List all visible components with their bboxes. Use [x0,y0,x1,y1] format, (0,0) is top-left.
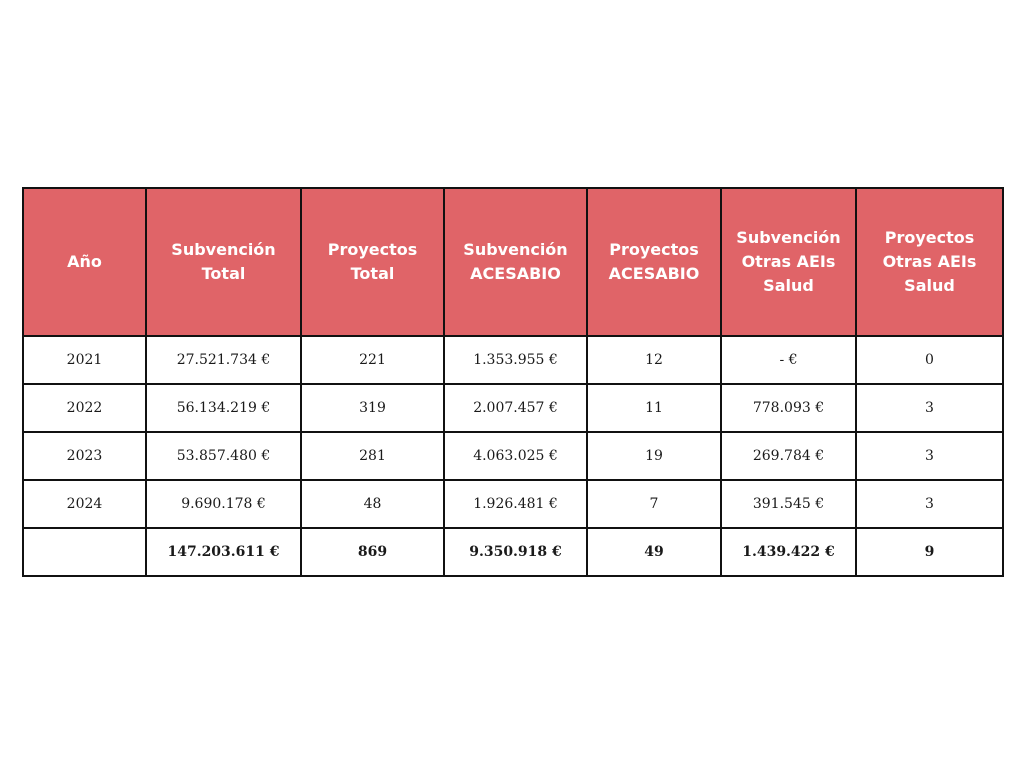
header-acesabio-grant: Subvención ACESABIO [444,188,587,336]
header-other-aeis-projects: Proyectos Otras AEIs Salud [856,188,1003,336]
totals-label-cell [23,528,146,576]
total-grant-cell: 27.521.734 € [146,336,301,384]
year-cell: 2023 [23,432,146,480]
year-cell: 2024 [23,480,146,528]
other-aeis-grant-cell: - € [721,336,856,384]
totals-row [23,528,1003,576]
other-aeis-projects-cell: 3 [856,432,1003,480]
total-projects-cell: 48 [301,480,444,528]
header-row [23,188,1003,336]
table-row [23,336,1003,384]
total-grant-cell: 56.134.219 € [146,384,301,432]
acesabio-projects-cell: 12 [587,336,721,384]
acesabio-projects-cell: 7 [587,480,721,528]
total-grant-sum-cell: 147.203.611 € [146,528,301,576]
acesabio-projects-cell: 19 [587,432,721,480]
table-row [23,480,1003,528]
header-acesabio-projects: Proyectos ACESABIO [587,188,721,336]
other-aeis-grant-cell: 269.784 € [721,432,856,480]
other-aeis-grant-cell: 391.545 € [721,480,856,528]
other-aeis-grant-cell: 778.093 € [721,384,856,432]
table-row [23,432,1003,480]
total-grant-cell: 53.857.480 € [146,432,301,480]
other-aeis-projects-cell: 3 [856,384,1003,432]
header-other-aeis-grant: Subvención Otras AEIs Salud [721,188,856,336]
total-projects-cell: 319 [301,384,444,432]
total-projects-sum-cell: 869 [301,528,444,576]
acesabio-grant-cell: 4.063.025 € [444,432,587,480]
acesabio-grant-cell: 2.007.457 € [444,384,587,432]
acesabio-projects-sum-cell: 49 [587,528,721,576]
acesabio-grant-cell: 1.353.955 € [444,336,587,384]
other-aeis-projects-cell: 0 [856,336,1003,384]
grants-table [22,187,1004,577]
total-grant-cell: 9.690.178 € [146,480,301,528]
other-aeis-projects-sum-cell: 9 [856,528,1003,576]
header-total-projects: Proyectos Total [301,188,444,336]
other-aeis-projects-cell: 3 [856,480,1003,528]
table-row [23,384,1003,432]
acesabio-grant-cell: 1.926.481 € [444,480,587,528]
acesabio-grant-sum-cell: 9.350.918 € [444,528,587,576]
total-projects-cell: 221 [301,336,444,384]
total-projects-cell: 281 [301,432,444,480]
year-cell: 2021 [23,336,146,384]
header-year: Año [23,188,146,336]
year-cell: 2022 [23,384,146,432]
other-aeis-grant-sum-cell: 1.439.422 € [721,528,856,576]
acesabio-projects-cell: 11 [587,384,721,432]
header-total-grant: Subvención Total [146,188,301,336]
